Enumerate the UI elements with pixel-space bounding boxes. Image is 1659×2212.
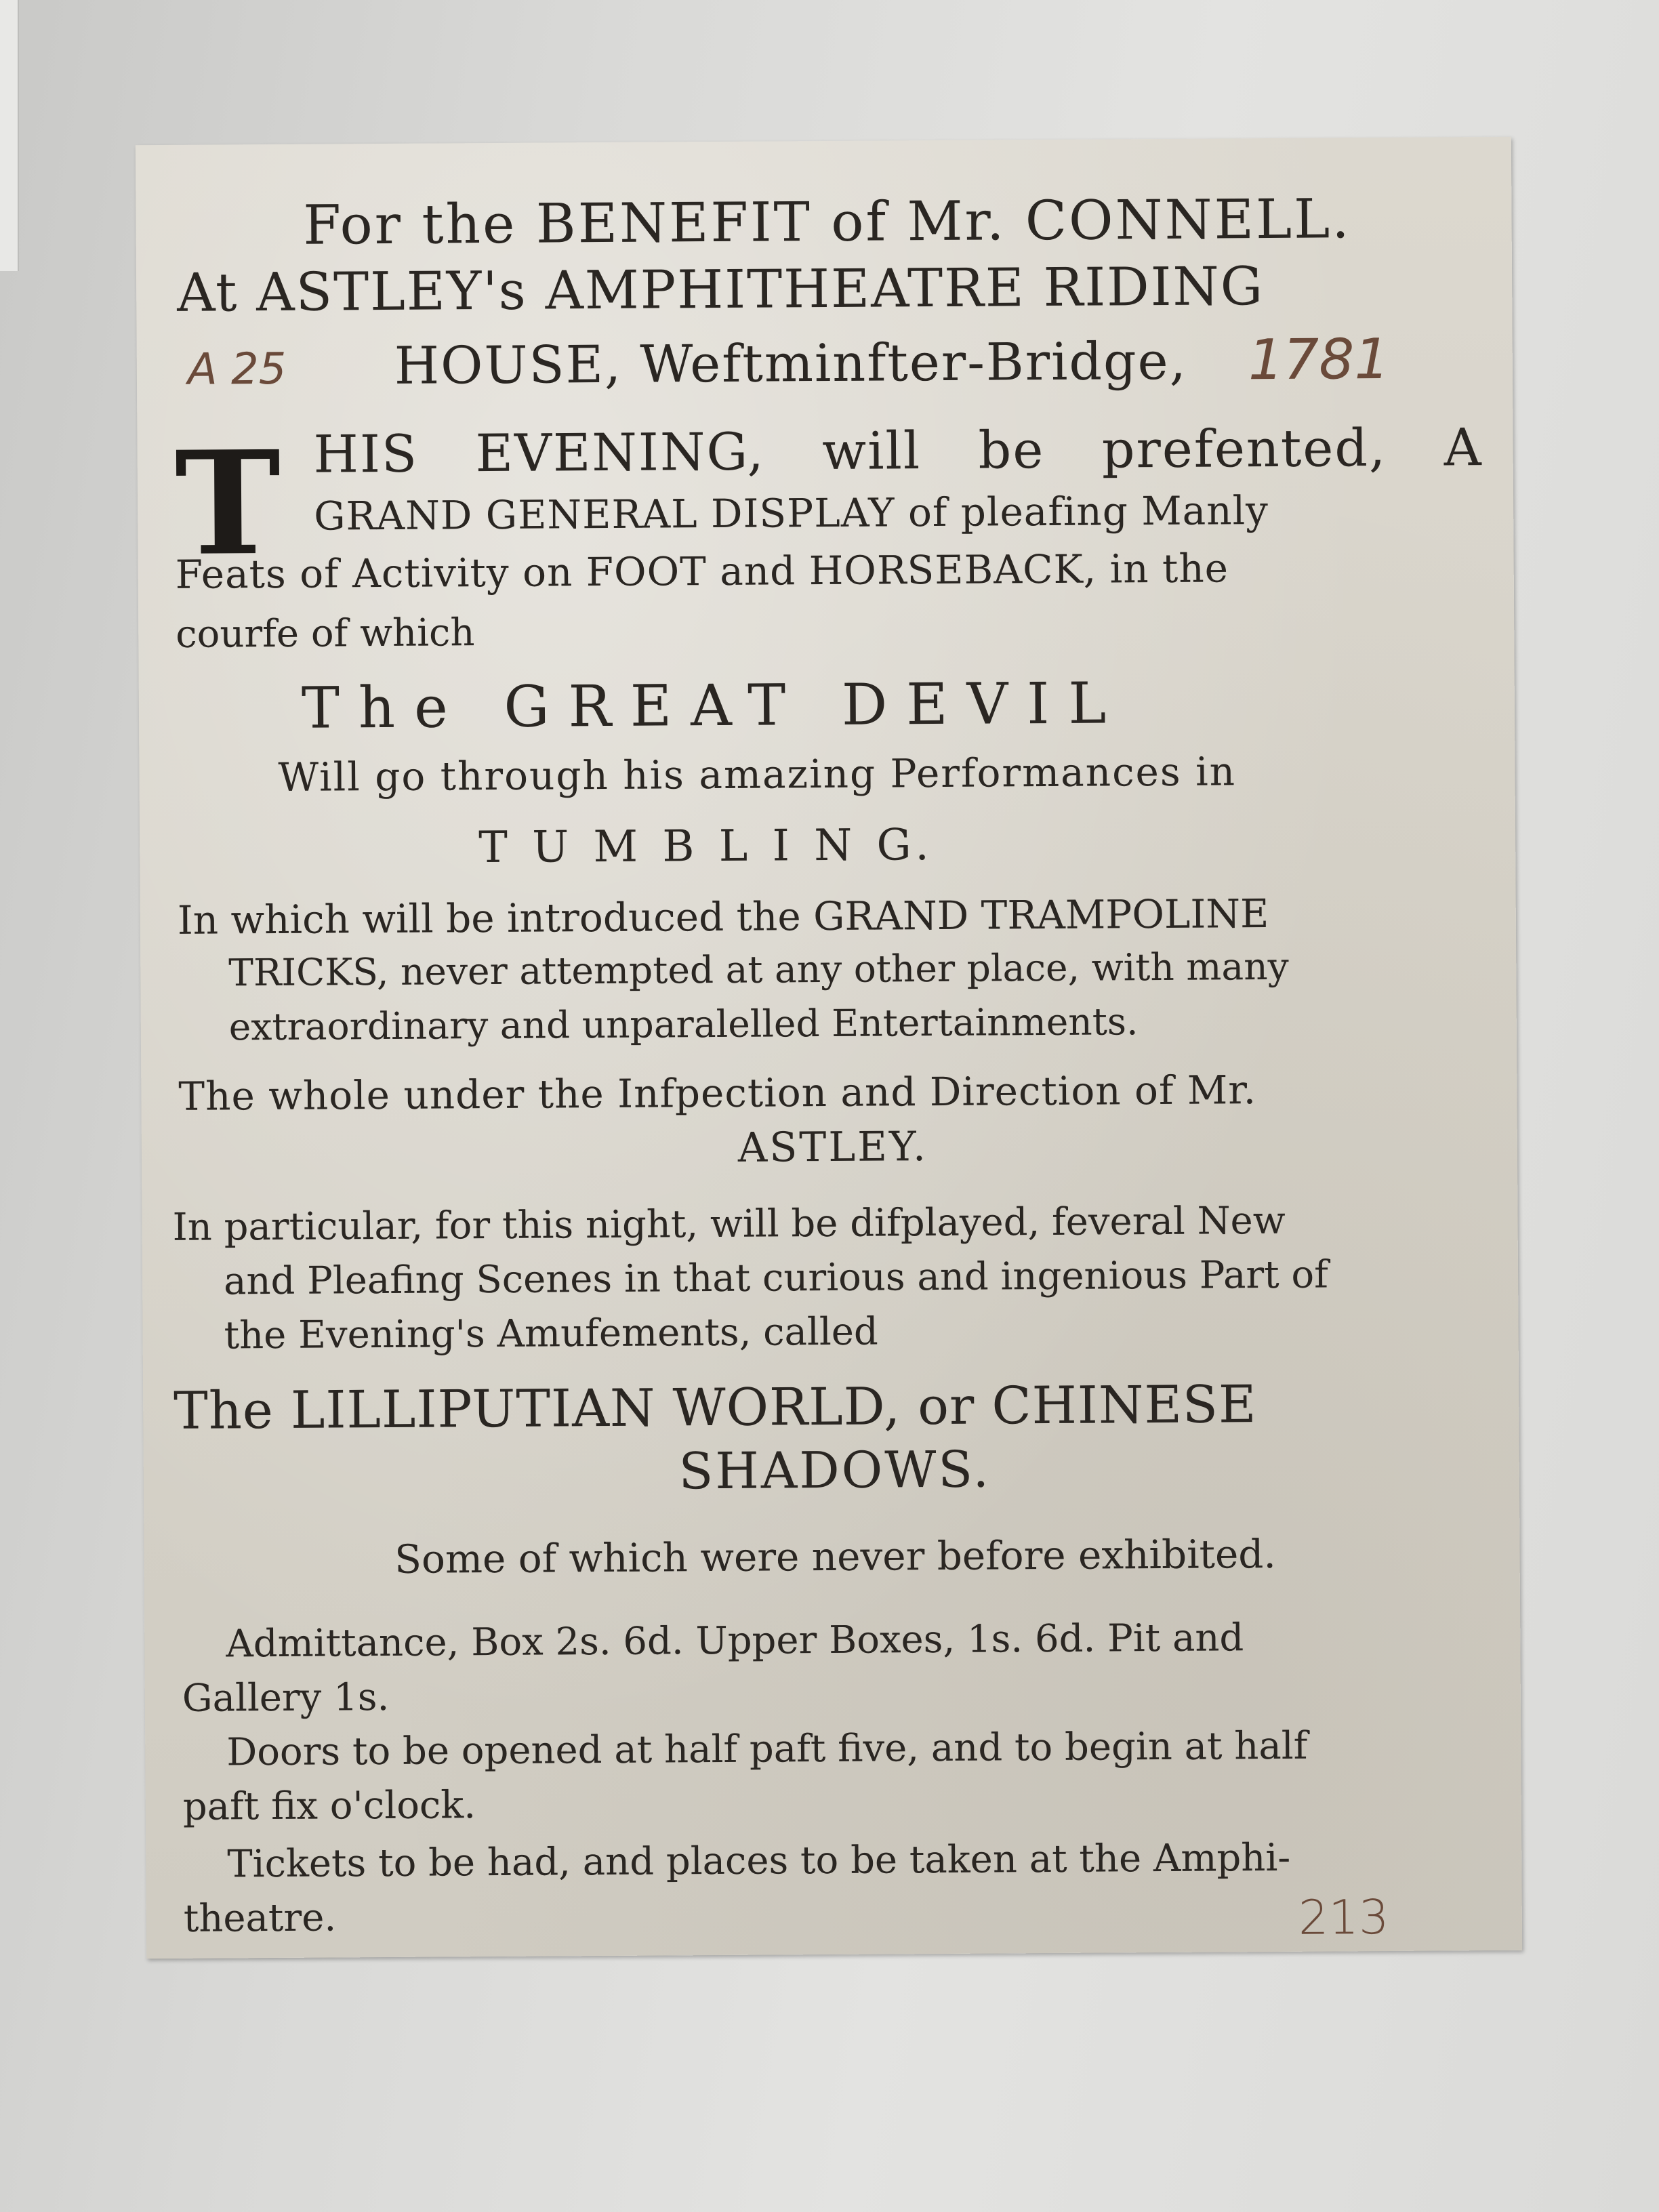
trampoline-line-3: extraordinary and unparalelled Entertainments. bbox=[228, 1000, 1139, 1049]
intro-line-1 bbox=[313, 417, 1483, 485]
trampoline-line-2: TRICKS, never attempted at any other place, with many bbox=[228, 944, 1289, 995]
intro-word: be bbox=[978, 419, 1045, 480]
benefit-line: For the BENEFIT of Mr. CONNELL. bbox=[303, 187, 1351, 257]
intro-word: EVENING, bbox=[475, 421, 765, 484]
intro-line-3: Feats of Activity on FOOT and HORSEBACK, in the bbox=[175, 545, 1229, 598]
handwritten-date-prefix: A 25 bbox=[187, 344, 287, 395]
trampoline-line-1: In which will be introduced the GRAND TRAMPOLINE bbox=[177, 890, 1269, 943]
inspection-line-2: ASTLEY. bbox=[737, 1123, 928, 1172]
doors-line-1: Doors to be opened at half paft five, and to begin at half bbox=[226, 1723, 1308, 1775]
newspaper-clipping bbox=[136, 137, 1522, 1959]
doors-line-2: paft fix o'clock. bbox=[182, 1783, 476, 1829]
lilliputian-line-1: The LILLIPUTIAN WORLD, or CHINESE bbox=[173, 1374, 1257, 1441]
great-devil-heading: The GREAT DEVIL bbox=[301, 670, 1126, 741]
venue-line-2: HOUSE, Weftminfter-Bridge, bbox=[394, 330, 1188, 396]
never-before-line: Some of which were never before exhibited. bbox=[394, 1530, 1277, 1582]
particular-line-2: and Pleafing Scenes in that curious and ingenious Part of bbox=[223, 1252, 1329, 1304]
drop-cap: T bbox=[174, 419, 282, 588]
particular-line-1: In particular, for this night, will be difplayed, feveral New bbox=[172, 1198, 1286, 1250]
lilliputian-line-2: SHADOWS. bbox=[678, 1440, 991, 1501]
tickets-line-2: theatre. bbox=[183, 1896, 337, 1941]
album-card-edge bbox=[0, 0, 19, 271]
handwritten-year: 1781 bbox=[1248, 327, 1390, 393]
admittance-line-2: Gallery 1s. bbox=[182, 1675, 390, 1721]
intro-word: will bbox=[821, 420, 922, 482]
venue-line-1: At ASTLEY's AMPHITHEATRE RIDING bbox=[176, 256, 1265, 324]
particular-line-3: the Evening's Amufements, called bbox=[224, 1309, 878, 1358]
devil-performance-line: Will go through his amazing Performances in bbox=[278, 748, 1237, 800]
tumbling-heading: T U M B L I N G. bbox=[478, 820, 935, 874]
intro-line-2: GRAND GENERAL DISPLAY of pleafing Manly bbox=[313, 487, 1269, 539]
handwritten-number: 213 bbox=[1298, 1889, 1389, 1946]
intro-word: A bbox=[1443, 417, 1483, 478]
tickets-line-1: Tickets to be had, and places to be taken at the Amphi- bbox=[227, 1835, 1291, 1887]
intro-word: HIS bbox=[313, 423, 419, 485]
admittance-line-1: Admittance, Box 2s. 6d. Upper Boxes, 1s. 6d. Pit and bbox=[226, 1616, 1244, 1666]
intro-line-4: courfe of which bbox=[176, 611, 475, 657]
intro-word: prefented, bbox=[1101, 417, 1387, 480]
inspection-line-1: The whole under the Infpection and Direction of Mr. bbox=[178, 1067, 1257, 1120]
